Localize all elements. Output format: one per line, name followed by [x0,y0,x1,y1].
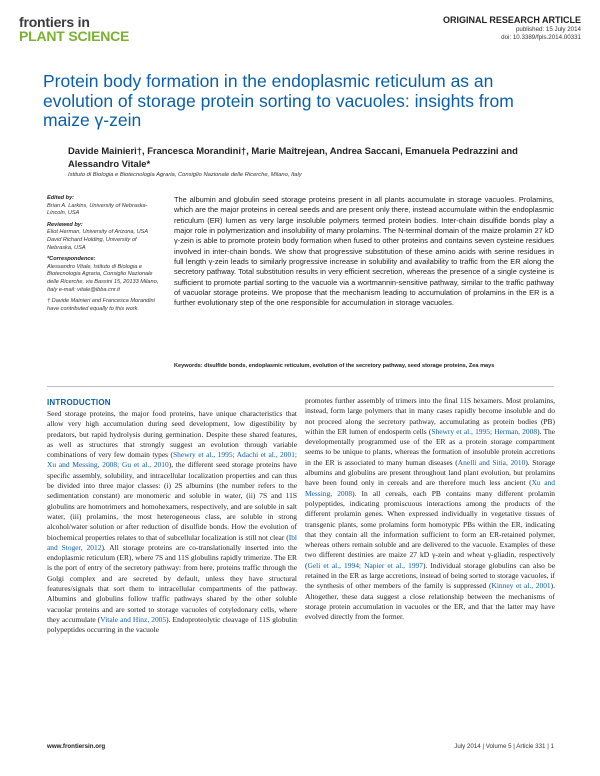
body-text: ). Storage albumins and globulins are present throughout land plant evolution, but prolamins have been found only in cereals and are therefore much less ancient ( [305,457,555,488]
intro-heading: INTRODUCTION [47,398,111,407]
edited-by-label: Edited by: [47,195,75,201]
authors: Davide Mainieri†, Francesca Morandini†, Marie Maîtrejean, Andrea Saccani, Emanuela Pedrazzini and Alessandro Vitale* [68,145,518,169]
reviewer-2: David Richard Holding, University of Nebraska, USA [47,236,137,251]
journal-logo-top: frontiers in [19,14,90,30]
citation-link[interactable]: Kinney et al., 2001 [491,581,551,591]
body-text: ). All storage proteins are co-translationally inserted into the endoplasmic reticulum (ER), where 7S and 11S globulins rapidly trimerize. The ER is the port of entry of the secretory pathway: from here, proteins traffic through the Golgi complex and are secreted by default, unless they have structural features/signals that sort them to intracellular compartments of the pathway. Albumins and globulins follow traffic pathways shared by the other soluble vacuolar proteins and are sorted to storage vacuoles of cotyledonary cells, where they accumulate ( [47,542,297,624]
correspondence-text: Alessandro Vitale, Istituto di Biologia e Biotecnologia Agraria, Consiglio Nazionale delle Ricerche, via Bassini 15, 20133 Milano, Italy e-mail: vitale@ibba.cnr.it [47,263,159,293]
doi[interactable]: doi: 10.3389/fpls.2014.00331 [501,34,581,41]
body-text: promotes further assembly of trimers into the final 11S hexamers. Most prolamins, instead, form large polymers that in many cases rapidly become insoluble and do not proceed along the secretory pathway, accumulating as protein bodies (PB) within the ER lumen of endosperm cells ( [305,396,555,436]
citation-link[interactable]: Xu and Messing, 2008 [305,478,555,498]
body-text: Seed storage proteins, the major food proteins, have unique characteristics that allow very high accumulation during seed development, low digestibility by predators, but rapid hydrolysis during germination. Despite these shared features, as well as structures that strongly suggest an evolution through variable combinations of very few domain types ( [47,409,297,460]
keywords-text: disulfide bonds, endoplasmic reticulum, evolution of the secretory pathway, seed storage proteins, Zea mays [204,363,495,369]
equal-contribution-note: † Davide Mainieri and Francesca Morandini have contributed equally to this work. [47,298,155,312]
reviewed-by-label: Reviewed by: [47,221,83,228]
keywords-label: Keywords: [174,363,203,369]
published-date: published: 15 July 2014 [515,26,581,33]
body-column-right [305,396,555,623]
body-text: ). The developmentally programmed use of the ER as a protein storage compartment seems to be unique to plants, whereas the formation of insoluble protein accretions in the ER is associated to many human diseases ( [305,426,556,467]
abstract: The albumin and globulin seed storage proteins present in all plants accumulate in storage vacuoles. Prolamins, which are the major proteins in cereal seeds and are present only there, instead accumulate within the endoplasmic reticulum (ER) lumen as very large insoluble polymers termed protein bodies. Inter-chain disulfide bonds play a major role in polymerization and insolubility of many prolamins. The N-terminal domain of the maize prolamin 27 kD γ-zein is able to promote protein body formation when fused to other proteins and contains seven cysteine residues involved in inter-chain bonds. We show that progressive substitution of these amino acids with serine residues in full length γ-zein leads to similarly progressive increase in solubility and availability to traffic from the ER along the secretory pathway. Total substitution results in very efficient secretion, whereas the presence of a single cysteine is sufficient to promote partial sorting to the vacuole via a wortmannin-sensitive pathway, similar to the traffic pathway of vacuolar storage proteins. We propose that the mechanism leading to accumulation of prolamins in the ER is a further evolutionary step of the one responsible for accumulation in storage vacuoles. [174,195,554,308]
citation-link[interactable]: Shewry et al., 1995; Adachi et al., 2001; Xu and Messing, 2008; Gu et al., 2010 [47,450,297,470]
citation-link[interactable]: Geli et al., 1994; Napier et al., 1997 [307,560,423,570]
body-column-left [47,409,297,636]
keywords [174,363,554,371]
footer-website[interactable]: www.frontiersin.org [47,743,106,750]
page-title: Protein body formation in the endoplasmic reticulum as an evolution of storage protein sorting to vacuoles: insights from maize γ-zein [43,71,514,131]
body-text: ). Endoproteolytic cleavage of 11S globulin polypeptides occurring in the vacuole [47,614,297,635]
affiliation: Istituto di Biologia e Biotecnologia Agraria, Consiglio Nazionale delle Ricerche, Milano, Italy [68,172,302,178]
body-text: ). Individual storage globulins can also be retained in the ER as large accretions, instead of being sorted to storage vacuoles, if the synthesis of other members of the family is suppressed ( [305,560,555,591]
citation-link[interactable]: Shewry et al., 1995; Herman, 2008 [431,426,538,436]
article-sidebar [47,195,159,317]
reviewer-1: Eliot Herman, University of Arizona, USA [47,229,149,236]
correspondence-label: *Correspondence: [47,256,96,263]
edited-by-text: Brian A. Larkins, University of Nebraska-Lincoln, USA [47,202,148,217]
footer-info: July 2014 | Volume 5 | Article 331 | 1 [454,743,554,750]
article-type: ORIGINAL RESEARCH ARTICLE [442,15,581,25]
citation-link[interactable]: Ibl and Stoger, 2012 [47,532,297,552]
body-text: ). Altogether, these data suggest a close relationship between the mechanisms of storage protein accumulation in vacuoles or the ER, and that the latter may have evolved directly from the former. [305,581,555,622]
citation-link[interactable]: Vitale and Hinz, 2005 [100,614,167,624]
body-text: ), the different seed storage proteins have specific assembly, solubility, and intracellular localization properties and can thus be divided into three major classes: (i) 2S albumins (the number refers to the sedimentation constant) are monomeric and soluble in water, (ii) 7S and 11S globulins are homotrimers and homohexamers, respectively, and are soluble in salt water, (iii) prolamins, the most heterogeneous class, are soluble in strong alcohol/water solution or after reduction of disulfide bonds. How the evolution of biochemical properties relates to that of subcellular localization is still not clear ( [47,460,297,542]
journal-logo-bottom: PLANT SCIENCE [19,28,130,44]
body-text: ). In all cereals, each PB contains many different prolamin polypeptides, indicating promiscuous interactions among the products of the different prolamin genes. When expressed individually in vegetative tissues of transgenic plants, some prolamins form homotypic PBs within the ER, indicating that they contain all the information sufficient to form an ER-retained polymer, whereas others remain soluble and are delivered to the vacuole. Examples of these two different destinies are maize 27 kD γ-zein and wheat γ-gliadin, respectively ( [305,488,555,570]
section-divider [47,386,554,387]
citation-link[interactable]: Anelli and Sitia, 2010 [457,457,526,467]
